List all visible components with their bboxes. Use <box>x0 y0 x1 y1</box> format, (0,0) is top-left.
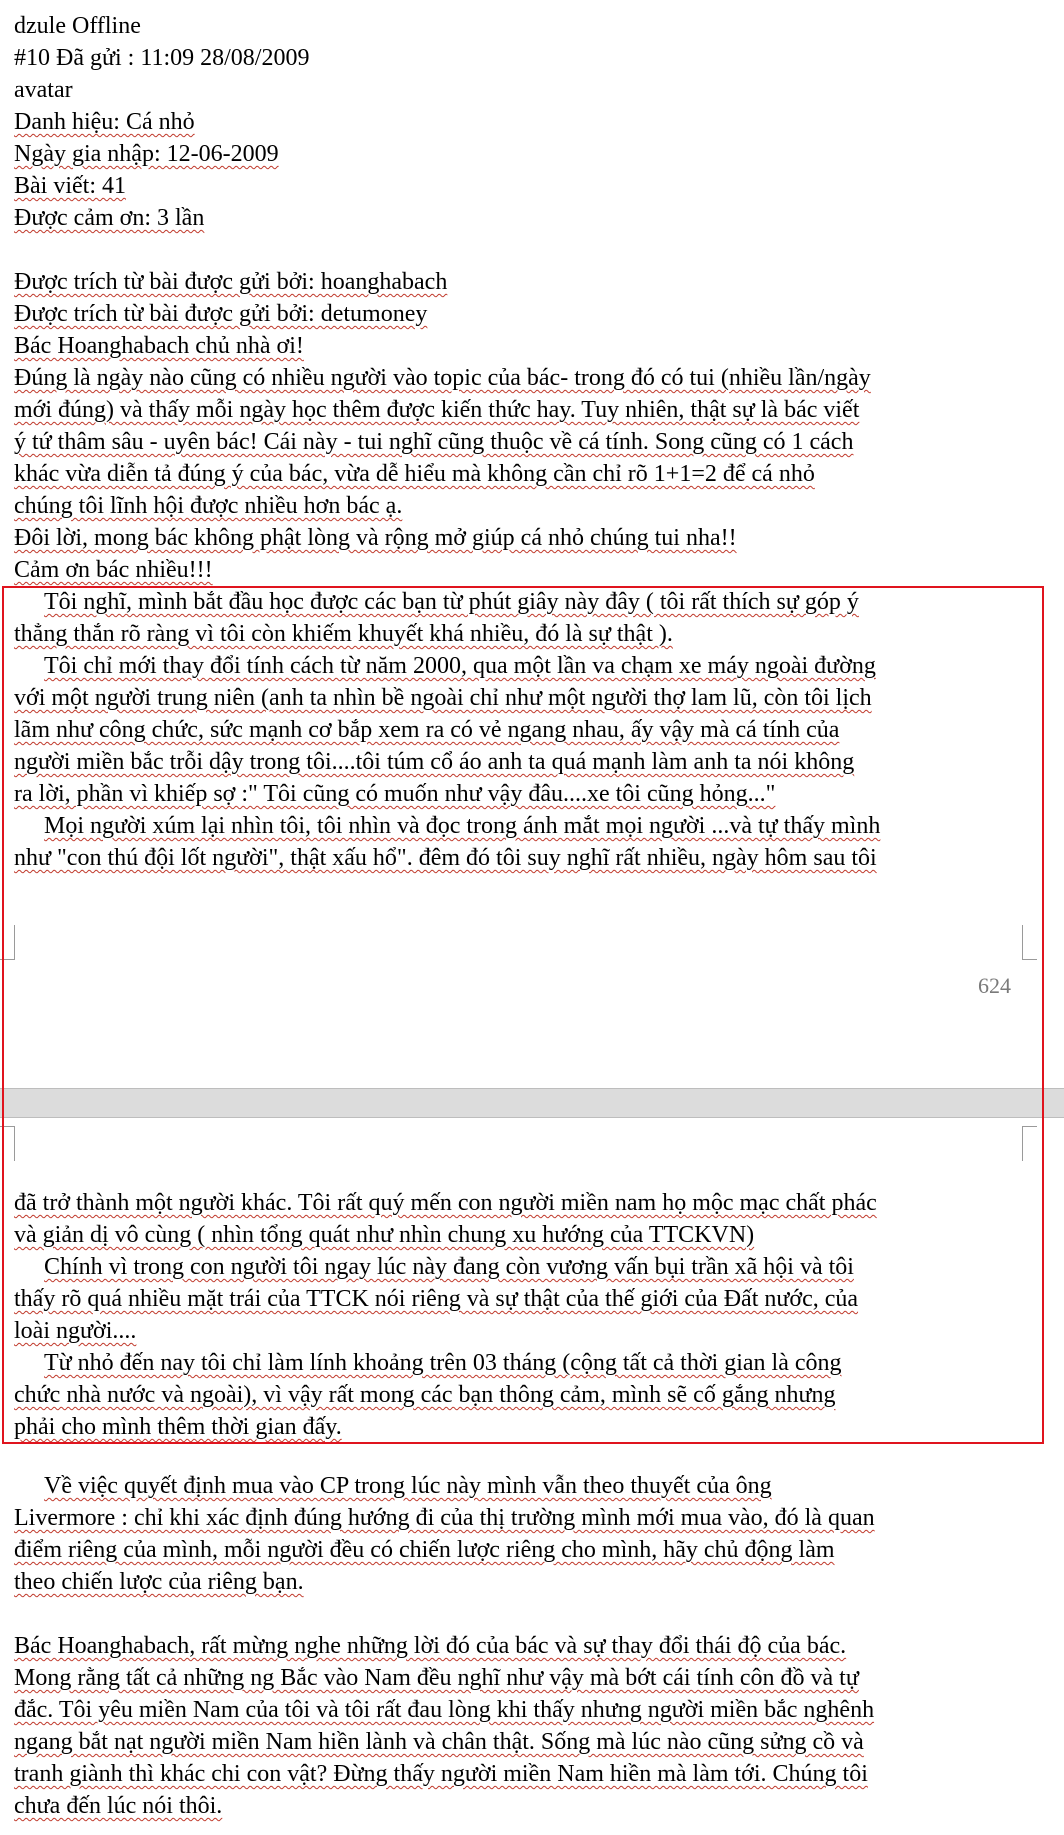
page-corner-mark <box>0 1126 15 1161</box>
text-line: điểm riêng của mình, mỗi người đều có chiến lược riêng cho mình, hãy chủ động làm <box>14 1537 835 1563</box>
text-line: chức nhà nước và ngoài), vì vậy rất mong các bạn thông cảm, mình sẽ cố gắng nhưng <box>14 1382 836 1408</box>
text-line: Livermore : chỉ khi xác định đúng hướng đi của thị trường mình mới mua vào, đó là quan <box>14 1505 875 1531</box>
join-date: Ngày gia nhập: 12-06-2009 <box>14 141 279 167</box>
member-title: Danh hiệu: Cá nhỏ <box>14 109 195 135</box>
text-line: Tôi chỉ mới thay đổi tính cách từ năm 2000, qua một lần va chạm xe máy ngoài đường <box>44 653 876 679</box>
post-count: Bài viết: 41 <box>14 173 126 199</box>
text-line: đắc. Tôi yêu miền Nam của tôi và tôi rất đau lòng khi thấy nhưng người miền bắc nghênh <box>14 1697 875 1723</box>
quoted-line: chúng tôi lĩnh hội được nhiều hơn bác ạ. <box>14 493 403 519</box>
text-line: và giản dị vô cùng ( nhìn tổng quát như nhìn chung xu hướng của TTCKVN) <box>14 1222 755 1248</box>
text-line: đã trở thành một người khác. Tôi rất quý mến con người miền nam họ mộc mạc chất phác <box>14 1190 877 1216</box>
text-line: theo chiến lược của riêng bạn. <box>14 1569 304 1595</box>
text-line: loài người.... <box>14 1318 137 1344</box>
quoted-line: Đúng là ngày nào cũng có nhiều người vào topic của bác- trong đó có tui (nhiều lần/ngày <box>14 365 871 391</box>
thanks-count: Được cảm ơn: 3 lần <box>14 205 205 231</box>
text-line: chưa đến lúc nói thôi. <box>14 1793 223 1819</box>
reply-paragraph <box>14 1630 1044 1822</box>
text-line: ngang bắt nạt người miền Nam hiền lành và chân thật. Sống mà lúc nào cũng sửng cồ và <box>14 1729 864 1755</box>
page-corner-mark <box>0 925 15 960</box>
quoted-line: Bác Hoanghabach chủ nhà ơi! <box>14 333 304 359</box>
quoted-line: Cảm ơn bác nhiều!!! <box>14 557 213 583</box>
text-line: tranh giành thì khác chi con vật? Đừng thấy người miền Nam hiền mà làm tới. Chúng tôi <box>14 1761 868 1787</box>
status-text: Offline <box>71 13 141 39</box>
text-line: Chính vì trong con người tôi ngay lúc này đang còn vương vấn bụi trần xã hội và tôi <box>44 1254 854 1280</box>
text-line: Mong rằng tất cả những ng Bắc vào Nam đều nghĩ như vậy mà bớt cái tính côn đồ và tự <box>14 1665 859 1691</box>
quoted-line: mới đúng) và thấy mỗi ngày học thêm được kiến thức hay. Tuy nhiên, thật sự là bác viết <box>14 397 860 423</box>
text-line: thấy rõ quá nhiều mặt trái của TTCK nói riêng và sự thật của thế giới của Đất nước, của <box>14 1286 859 1312</box>
post-header <box>14 10 1044 586</box>
text-line: Bác Hoanghabach, rất mừng nghe những lời đó của bác và sự thay đổi thái độ của bác. <box>14 1633 847 1659</box>
quote-attribution-1: Được trích từ bài được gửi bởi: hoanghabach <box>14 269 448 295</box>
user-status-line <box>14 10 1044 42</box>
text-line: người miền bắc trỗi dậy trong tôi....tôi túm cổ áo anh ta quá mạnh làm anh ta nói không <box>14 749 855 775</box>
highlighted-paragraph-page-2 <box>14 1187 1044 1443</box>
post-info: #10 Đã gửi : 11:09 28/08/2009 <box>14 45 310 71</box>
quoted-line: khác vừa diễn tả đúng ý của bác, vừa dễ hiểu mà không cần chỉ rõ 1+1=2 để cá nhỏ <box>14 461 815 487</box>
livermore-paragraph <box>14 1470 1044 1598</box>
text-line: thẳng thắn rõ ràng vì tôi còn khiếm khuyết khá nhiều, đó là sự thật ). <box>14 621 673 647</box>
text-line: Từ nhỏ đến nay tôi chỉ làm lính khoảng trên 03 tháng (cộng tất cả thời gian là công <box>44 1350 842 1376</box>
text-line: Tôi nghĩ, mình bắt đầu học được các bạn từ phút giây này đây ( tôi rất thích sự góp ý <box>44 589 859 615</box>
text-line: Về việc quyết định mua vào CP trong lúc này mình vẫn theo thuyết của ông <box>44 1473 772 1499</box>
spacer <box>14 234 1044 266</box>
username: dzule <box>14 13 66 39</box>
text-line: Mọi người xúm lại nhìn tôi, tôi nhìn và đọc trong ánh mắt mọi người ...và tự thấy mình <box>44 813 881 839</box>
page-number: 624 <box>978 973 1011 998</box>
text-line: với một người trung niên (anh ta nhìn bề ngoài chỉ như một người thợ lam lũ, còn tôi lịch <box>14 685 872 711</box>
quoted-line: ý tứ thâm sâu - uyên bác! Cái này - tui nghĩ cũng thuộc về cá tính. Song cũng có 1 cách <box>14 429 854 455</box>
quoted-line: Đôi lời, mong bác không phật lòng và rộng mở giúp cá nhỏ chúng tui nha!! <box>14 525 737 551</box>
page-break-gap <box>0 1088 1064 1118</box>
avatar: avatar <box>14 77 73 103</box>
page-corner-mark <box>1022 925 1037 960</box>
text-line: ra lời, phần vì khiếp sợ :" Tôi cũng có muốn như vậy đâu....xe tôi cũng hỏng..." <box>14 781 776 807</box>
page-corner-mark <box>1022 1126 1037 1161</box>
highlighted-paragraph-page-1 <box>14 586 1044 874</box>
text-line: phải cho mình thêm thời gian đấy. <box>14 1414 342 1440</box>
text-line: như "con thú đội lốt người", thật xấu hổ". đêm đó tôi suy nghĩ rất nhiều, ngày hôm sau tôi <box>14 845 877 871</box>
text-line: lãm như công chức, sức mạnh cơ bắp xem ra có vẻ ngang nhau, ấy vậy mà cá tính của <box>14 717 840 743</box>
quote-attribution-2: Được trích từ bài được gửi bởi: detumoney <box>14 301 428 327</box>
